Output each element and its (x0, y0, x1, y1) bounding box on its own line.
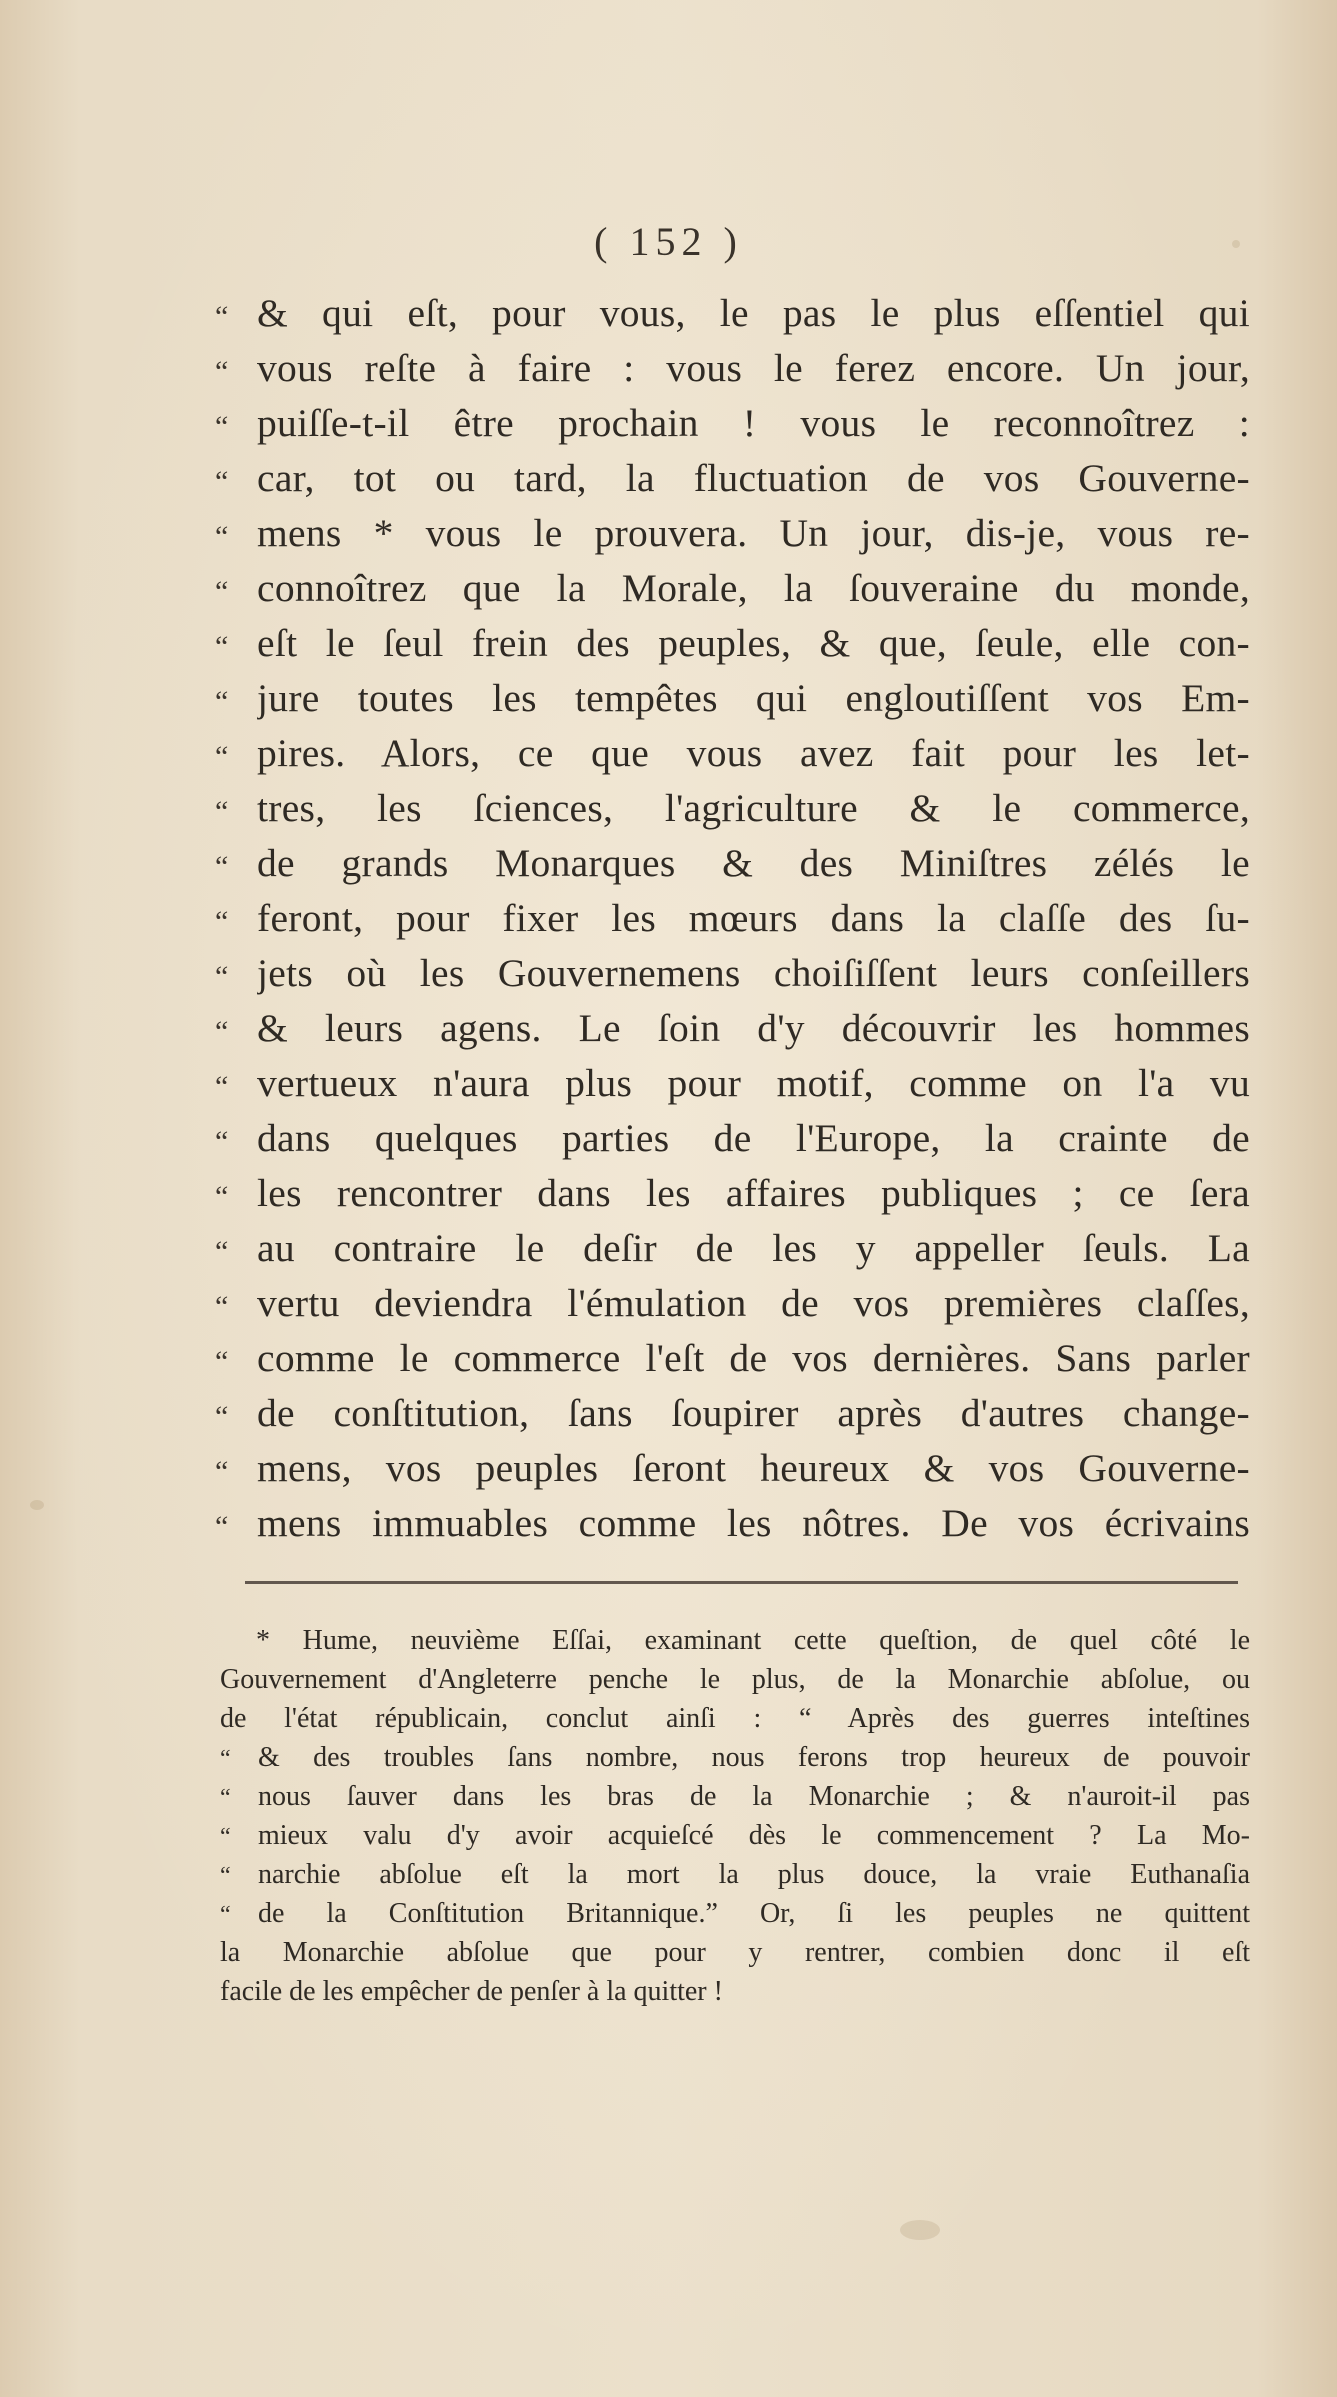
quote-mark: “ (215, 1235, 229, 1268)
line-text: vertu deviendra l'émulation de vos premières claſſes, (257, 1281, 1250, 1325)
quote-mark: “ (220, 1785, 231, 1811)
footnote-text: facile de les empêcher de penſer à la quitter ! (220, 1976, 723, 2007)
text-line (215, 1390, 1250, 1440)
line-text: mens * vous le prouvera. Un jour, dis-je, vous re- (257, 511, 1250, 555)
footnote-text: * Hume, neuvième Eſſai, examinant cette queſtion, de quel côté le (256, 1625, 1250, 1656)
quote-mark: “ (215, 1070, 229, 1103)
quote-mark: “ (215, 1125, 229, 1158)
line-text: puiſſe-t-il être prochain ! vous le reconnoîtrez : (257, 401, 1250, 445)
text-line (215, 565, 1250, 615)
quote-mark: “ (220, 1863, 231, 1889)
line-text: mens, vos peuples ſeront heureux & vos Gouverne- (257, 1446, 1250, 1490)
quote-mark: “ (215, 1180, 229, 1213)
line-text: pires. Alors, ce que vous avez fait pour les let- (257, 731, 1250, 775)
footnote-line (220, 1898, 1250, 1936)
quote-mark: “ (220, 1746, 231, 1772)
line-text: car, tot ou tard, la fluctuation de vos Gouverne- (257, 456, 1250, 500)
text-line (215, 345, 1250, 395)
quote-mark: “ (215, 960, 229, 993)
quote-mark: “ (215, 685, 229, 718)
line-text: vertueux n'aura plus pour motif, comme on l'a vu (257, 1061, 1250, 1105)
line-text: & qui eſt, pour vous, le pas le plus eſſentiel qui (257, 291, 1250, 335)
text-line (215, 1225, 1250, 1275)
text-line (215, 730, 1250, 780)
quote-mark: “ (215, 1455, 229, 1488)
footnote-text: de la Conſtitution Britannique.” Or, ſi les peuples ne quittent (258, 1898, 1250, 1929)
text-line (215, 1445, 1250, 1495)
footnote-line (220, 1781, 1250, 1819)
paper-stain (30, 1500, 44, 1510)
line-text: jets où les Gouvernemens choiſiſſent leurs conſeillers (257, 951, 1250, 995)
quote-mark: “ (215, 905, 229, 938)
line-text: feront, pour fixer les mœurs dans la claſſe des ſu- (257, 896, 1250, 940)
quote-mark: “ (215, 520, 229, 553)
quote-mark: “ (215, 1015, 229, 1048)
quote-mark: “ (215, 795, 229, 828)
line-text: de grands Monarques & des Miniſtres zélés le (257, 841, 1250, 885)
quote-mark: “ (215, 1510, 229, 1543)
line-text: tres, les ſciences, l'agriculture & le commerce, (257, 786, 1250, 830)
quote-mark: “ (215, 850, 229, 883)
text-line (215, 1280, 1250, 1330)
line-text: vous reſte à faire : vous le ferez encore. Un jour, (257, 346, 1250, 390)
line-text: jure toutes les tempêtes qui engloutiſſent vos Em- (257, 676, 1250, 720)
text-line (215, 1060, 1250, 1110)
footnote-line (220, 1976, 1250, 2014)
quote-mark: “ (215, 355, 229, 388)
quote-mark: “ (215, 1400, 229, 1433)
quote-mark: “ (220, 1902, 231, 1928)
text-line (215, 840, 1250, 890)
text-line (215, 785, 1250, 835)
footnote-line (220, 1625, 1250, 1663)
quote-mark: “ (215, 410, 229, 443)
quote-mark: “ (215, 575, 229, 608)
quote-mark: “ (215, 1345, 229, 1378)
text-line (215, 1335, 1250, 1385)
line-text: dans quelques parties de l'Europe, la crainte de (257, 1116, 1250, 1160)
text-line (215, 1170, 1250, 1220)
line-text: les rencontrer dans les affaires publiques ; ce ſera (257, 1171, 1250, 1215)
text-line (215, 895, 1250, 945)
footnote-text: nous ſauver dans les bras de la Monarchie ; & n'auroit-il pas (258, 1781, 1250, 1812)
quote-mark: “ (215, 740, 229, 773)
text-line (215, 1500, 1250, 1550)
quote-mark: “ (215, 465, 229, 498)
line-text: comme le commerce l'eſt de vos dernières. Sans parler (257, 1336, 1250, 1380)
paper-stain (900, 2220, 940, 2240)
footnote-text: narchie abſolue eſt la mort la plus douce, la vraie Euthanaſia (258, 1859, 1250, 1890)
footnote-line (220, 1703, 1250, 1741)
footnote-separator (245, 1581, 1238, 1584)
footnote-text: & des troubles ſans nombre, nous ferons trop heureux de pouvoir (258, 1742, 1250, 1773)
footnote-line (220, 1742, 1250, 1780)
footnote-text: de l'état républicain, conclut ainſi : “ Après des guerres inteſtines (220, 1703, 1250, 1734)
footnote-line (220, 1859, 1250, 1897)
text-line (215, 510, 1250, 560)
text-line (215, 620, 1250, 670)
footnote-line (220, 1664, 1250, 1702)
quote-mark: “ (215, 630, 229, 663)
quote-mark: “ (215, 1290, 229, 1323)
quote-mark: “ (220, 1824, 231, 1850)
quote-mark: “ (215, 300, 229, 333)
footnote-text: Gouvernement d'Angleterre penche le plus, de la Monarchie abſolue, ou (220, 1664, 1250, 1695)
line-text: au contraire le deſir de les y appeller ſeuls. La (257, 1226, 1250, 1270)
line-text: eſt le ſeul frein des peuples, & que, ſeule, elle con- (257, 621, 1250, 665)
page-number: ( 152 ) (594, 219, 743, 264)
text-line (215, 675, 1250, 725)
footnote-text: la Monarchie abſolue que pour y rentrer, combien donc il eſt (220, 1937, 1250, 1968)
text-line (215, 1005, 1250, 1055)
line-text: de conſtitution, ſans ſoupirer après d'autres change- (257, 1391, 1250, 1435)
footnote-text: mieux valu d'y avoir acquieſcé dès le commencement ? La Mo- (258, 1820, 1250, 1851)
text-line (215, 455, 1250, 505)
footnote-line (220, 1937, 1250, 1975)
line-text: connoîtrez que la Morale, la ſouveraine du monde, (257, 566, 1250, 610)
text-line (215, 400, 1250, 450)
text-line (215, 950, 1250, 1000)
text-line (215, 1115, 1250, 1165)
footnote-line (220, 1820, 1250, 1858)
line-text: & leurs agens. Le ſoin d'y découvrir les hommes (257, 1006, 1250, 1050)
line-text: mens immuables comme les nôtres. De vos écrivains (257, 1501, 1250, 1545)
text-line (215, 290, 1250, 340)
